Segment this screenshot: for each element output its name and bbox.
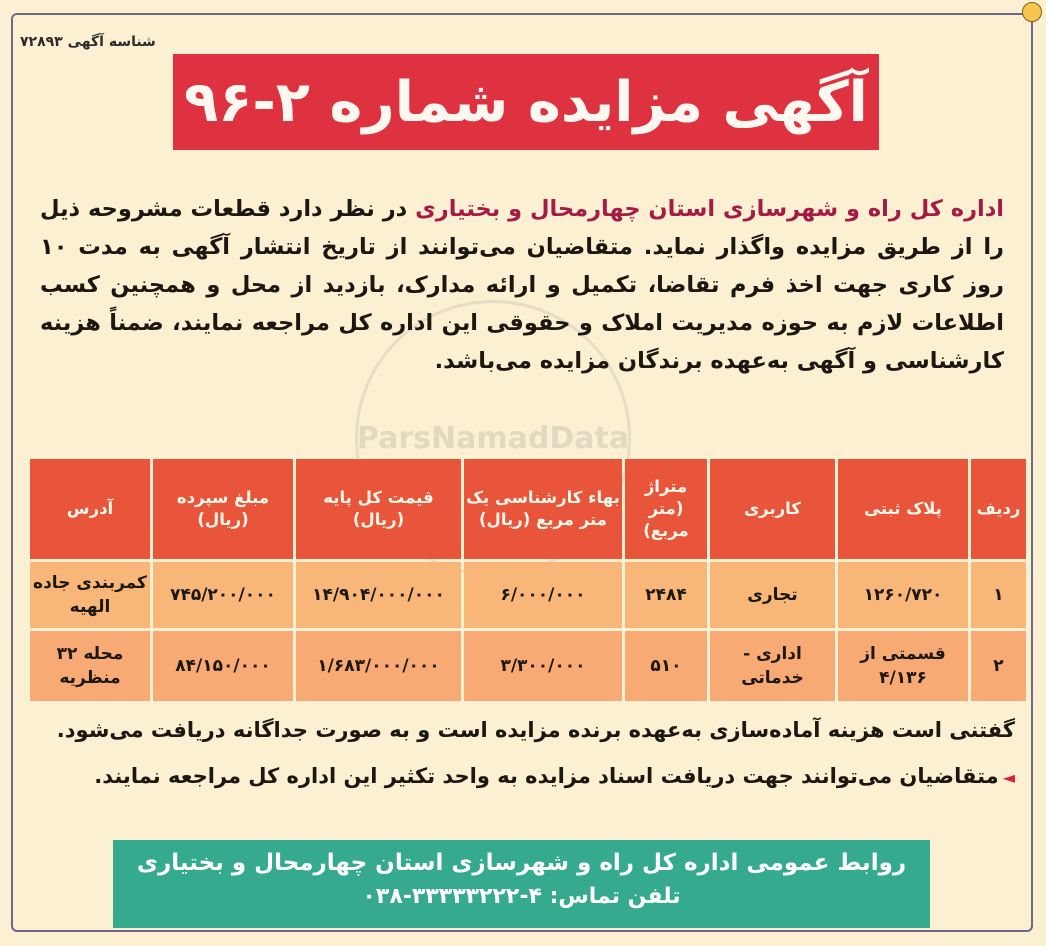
header-usage: کاربری: [710, 459, 835, 559]
title-banner: [173, 54, 879, 150]
cell-base-price: ۱/۶۸۳/۰۰۰/۰۰۰: [296, 631, 461, 701]
cell-usage: اداری - خدماتی: [710, 631, 835, 701]
cell-address: محله ۳۲ منظریه: [30, 631, 150, 701]
note-documents-text: متقاضیان می‌توانند جهت دریافت اسناد مزایده به واحد تکثیر این اداره کل مراجعه نمایند.: [94, 764, 999, 788]
cell-unit-price: ۳/۳۰۰/۰۰۰: [464, 631, 622, 701]
footer-phone: تلفن تماس: ۴-۳۳۳۳۳۲۲۲-۰۳۸: [362, 884, 681, 909]
cell-deposit: ۷۴۵/۲۰۰/۰۰۰: [153, 562, 293, 628]
header-deposit: مبلغ سپرده (ریال): [153, 459, 293, 559]
ad-identifier: شناسه آگهی ۷۲۸۹۳: [20, 34, 156, 50]
header-row-number: ردیف: [971, 459, 1026, 559]
cell-row-number: ۱: [971, 562, 1026, 628]
note-preparation-cost: گفتنی است هزینه آماده‌سازی به‌عهده برنده مزایده است و به صورت جداگانه دریافت می‌شود.: [56, 718, 1015, 742]
cell-usage: تجاری: [710, 562, 835, 628]
header-unit-price: بهاء کارشناسی یک متر مربع (ریال): [464, 459, 622, 559]
cell-row-number: ۲: [971, 631, 1026, 701]
cell-address: کمربندی جاده الهیه: [30, 562, 150, 628]
table-header-row: [30, 459, 1026, 559]
page-title: آگهی مزایده شماره ۲-۹۶: [184, 69, 868, 135]
cell-registration-plate: ۱۲۶۰/۷۲۰: [838, 562, 968, 628]
cell-area: ۵۱۰: [625, 631, 707, 701]
footer-public-relations: روابط عمومی اداره کل راه و شهرسازی استان چهارمحال و بختیاری: [136, 850, 907, 876]
cell-area: ۲۴۸۴: [625, 562, 707, 628]
header-area: متراژ (متر مربع): [625, 459, 707, 559]
footer-banner: [113, 840, 930, 928]
cell-deposit: ۸۴/۱۵۰/۰۰۰: [153, 631, 293, 701]
corner-dot-icon: [1022, 2, 1042, 22]
header-address: آدرس: [30, 459, 150, 559]
cell-registration-plate: قسمتی از ۴/۱۳۶: [838, 631, 968, 701]
intro-paragraph: [40, 190, 1004, 380]
table-row: [30, 631, 1026, 701]
intro-body: در نظر دارد قطعات مشروحه ذیل را از طریق مزایده واگذار نماید. متقاضیان می‌توانند از تاریخ انتشار آگهی به مدت ۱۰ روز کاری جهت اخذ فرم تقاضا، تکمیل و ارائه مدارک، بازدید از محل و همچنین کسب اطلاعات لازم به حوزه مدیریت املاک و حقوقی این اداره کل مراجعه نمایند، ضمناً هزینه کارشناسی و آگهی به‌عهده برندگان مزایده می‌باشد.: [40, 196, 1004, 374]
note-documents: [40, 764, 1015, 788]
auction-table: [27, 456, 1029, 704]
cell-unit-price: ۶/۰۰۰/۰۰۰: [464, 562, 622, 628]
table-row: [30, 562, 1026, 628]
organization-name: اداره کل راه و شهرسازی استان چهارمحال و بختیاری: [415, 196, 1004, 222]
header-base-price: قیمت کل پایه (ریال): [296, 459, 461, 559]
cell-base-price: ۱۴/۹۰۴/۰۰۰/۰۰۰: [296, 562, 461, 628]
watermark-text: ParsNamadData: [356, 420, 630, 456]
bullet-icon: ◄: [1002, 768, 1015, 787]
header-registration-plate: پلاک ثبتی: [838, 459, 968, 559]
